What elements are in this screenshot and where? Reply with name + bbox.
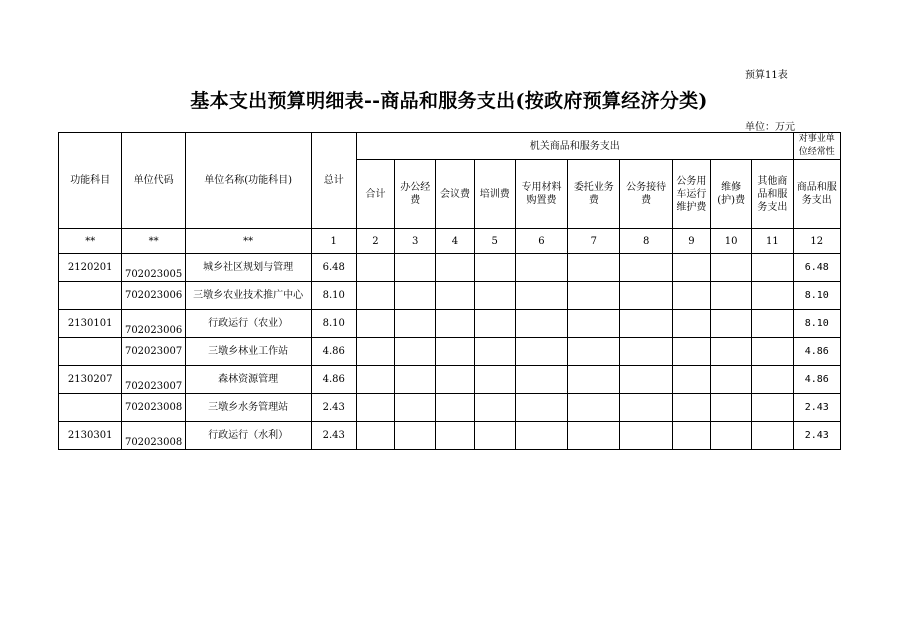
column-code: 9: [672, 229, 710, 254]
table-row: [59, 310, 841, 338]
column-code: 7: [568, 229, 620, 254]
header-group-public: 对事业单位经常性: [793, 133, 840, 160]
func-subject-cell: 2130101: [59, 310, 122, 338]
unit-name-cell: 三墩乡林业工作站: [185, 338, 311, 366]
column-code-row: [59, 229, 841, 254]
total-cell: 2.43: [311, 422, 356, 450]
public-goods-cell: 8.10: [793, 310, 840, 338]
column-code: 1: [311, 229, 356, 254]
unit-code-cell: 702023006: [122, 310, 185, 338]
header-row-1: [59, 133, 841, 160]
unit-code-cell: 702023007: [122, 366, 185, 394]
column-code: 3: [395, 229, 436, 254]
column-code: 12: [793, 229, 840, 254]
column-code: **: [122, 229, 185, 254]
total-cell: 2.43: [311, 394, 356, 422]
public-goods-cell: 6.48: [793, 254, 840, 282]
column-code: 2: [356, 229, 394, 254]
unit-name-cell: 三墩乡水务管理站: [185, 394, 311, 422]
public-goods-cell: 2.43: [793, 394, 840, 422]
budget-table: [58, 132, 841, 450]
unit-label: 单位：万元: [745, 122, 795, 133]
func-subject-cell: [59, 394, 122, 422]
total-cell: 4.86: [311, 338, 356, 366]
func-subject-cell: 2130301: [59, 422, 122, 450]
header-func-subject: 功能科目: [59, 133, 122, 229]
header-materials: 专用材料购置费: [515, 160, 567, 229]
public-goods-cell: 4.86: [793, 338, 840, 366]
total-cell: 4.86: [311, 366, 356, 394]
unit-code-cell: 702023006: [122, 282, 185, 310]
func-subject-cell: [59, 282, 122, 310]
public-goods-cell: 8.10: [793, 282, 840, 310]
table-row: [59, 394, 841, 422]
table-row: [59, 366, 841, 394]
unit-code-cell: 702023008: [122, 422, 185, 450]
header-meeting: 会议费: [436, 160, 474, 229]
unit-code-cell: 702023007: [122, 338, 185, 366]
form-number: 预算11表: [745, 70, 788, 81]
total-cell: 6.48: [311, 254, 356, 282]
total-cell: 8.10: [311, 310, 356, 338]
header-group-org: 机关商品和服务支出: [356, 133, 793, 160]
column-code: 11: [752, 229, 793, 254]
func-subject-cell: 2120201: [59, 254, 122, 282]
header-subtotal: 合计: [356, 160, 394, 229]
func-subject-cell: [59, 338, 122, 366]
header-vehicle: 公务用车运行维护费: [672, 160, 710, 229]
public-goods-cell: 2.43: [793, 422, 840, 450]
unit-name-cell: 三墩乡农业技术推广中心: [185, 282, 311, 310]
column-code: **: [59, 229, 122, 254]
header-commission: 委托业务费: [568, 160, 620, 229]
column-code: 8: [620, 229, 672, 254]
unit-name-cell: 行政运行（水利）: [185, 422, 311, 450]
header-office: 办公经费: [395, 160, 436, 229]
header-reception: 公务接待费: [620, 160, 672, 229]
header-public-goods: 商品和服务支出: [793, 160, 840, 229]
unit-name-cell: 森林资源管理: [185, 366, 311, 394]
total-cell: 8.10: [311, 282, 356, 310]
table-row: [59, 338, 841, 366]
unit-name-cell: 行政运行（农业）: [185, 310, 311, 338]
table-row: [59, 282, 841, 310]
table-row: [59, 422, 841, 450]
unit-code-cell: 702023008: [122, 394, 185, 422]
table-row: [59, 254, 841, 282]
header-unit-code: 单位代码: [122, 133, 185, 229]
column-code: 5: [474, 229, 515, 254]
header-total: 总计: [311, 133, 356, 229]
header-unit-name: 单位名称(功能科目): [185, 133, 311, 229]
header-training: 培训费: [474, 160, 515, 229]
page-title: 基本支出预算明细表--商品和服务支出(按政府预算经济分类): [190, 90, 708, 112]
column-code: 10: [711, 229, 752, 254]
func-subject-cell: 2130207: [59, 366, 122, 394]
header-other: 其他商品和服务支出: [752, 160, 793, 229]
column-code: **: [185, 229, 311, 254]
column-code: 4: [436, 229, 474, 254]
public-goods-cell: 4.86: [793, 366, 840, 394]
column-code: 6: [515, 229, 567, 254]
header-maintenance: 维修(护)费: [711, 160, 752, 229]
unit-code-cell: 702023005: [122, 254, 185, 282]
unit-name-cell: 城乡社区规划与管理: [185, 254, 311, 282]
